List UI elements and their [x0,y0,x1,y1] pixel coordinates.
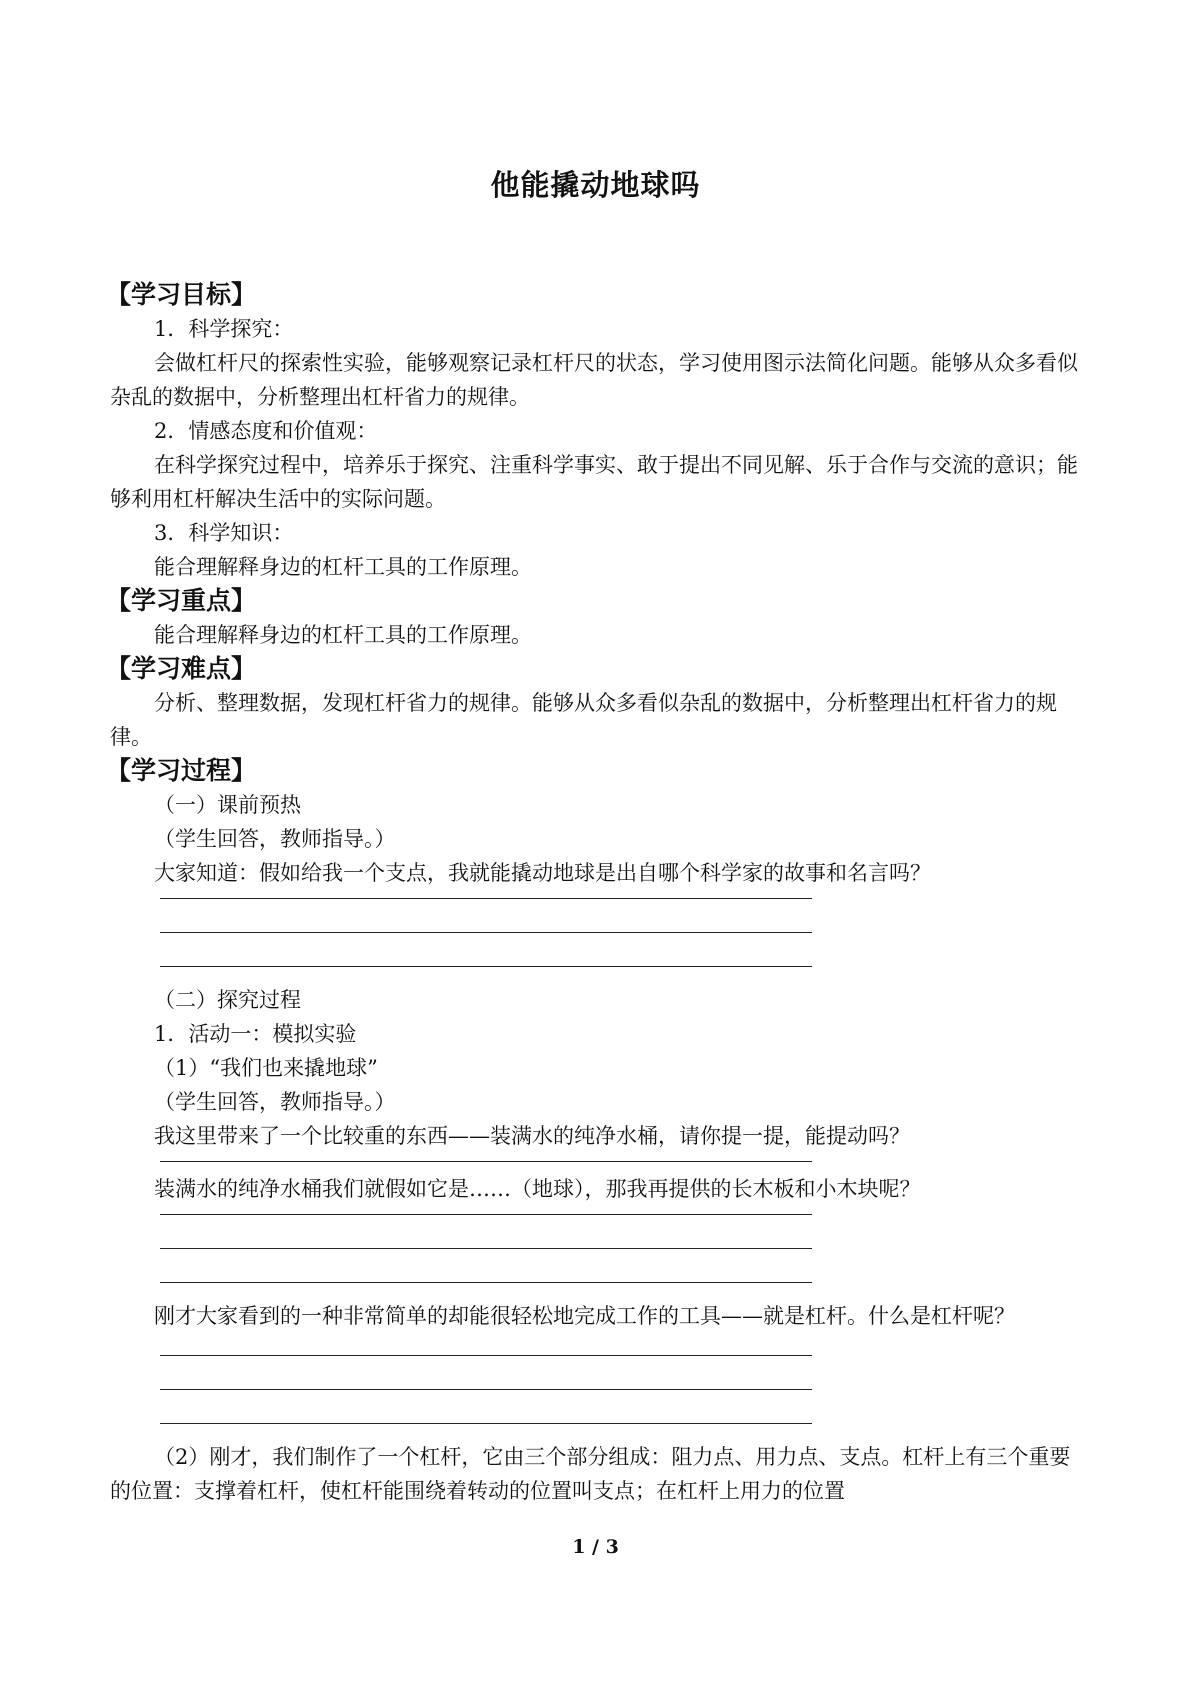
sub-1-note: （学生回答，教师指导。） [154,1090,396,1114]
sub-2-text: （2）刚才，我们制作了一个杠杆，它由三个部分组成：阻力点、用力点、支点。杠杆上有三个重要的位置：支撑着杠杆，使杠杆能围绕着转动的位置叫支点；在杠杆上用力的位置 [110,1445,1071,1503]
objective-2-text: 在科学探究过程中，培养乐于探究、注重科学事实、敢于提出不同见解、乐于合作与交流的意识；能够利用杠杆解决生活中的实际问题。 [110,453,1078,511]
answer-line[interactable] [160,898,812,899]
heading-difficulty: 【学习难点】 [106,654,257,683]
answer-line[interactable] [160,1389,812,1390]
page-number: 1 / 3 [572,1536,619,1558]
part1-note: （学生回答，教师指导。） [154,827,396,851]
answer-line[interactable] [160,1214,812,1215]
answer-line[interactable] [160,1248,812,1249]
question-2: 装满水的纯净水桶我们就假如它是……（地球），那我再提供的长木板和小木块呢？ [154,1177,921,1201]
sub-1-title: （1）“我们也来撬地球” [154,1056,378,1080]
objective-2-label: 2．情感态度和价值观： [154,419,378,443]
answer-lines-q2 [110,1206,1090,1283]
objective-3-text: 能合理解释身边的杠杆工具的工作原理。 [154,555,532,579]
answer-lines-part1 [110,890,1090,967]
objective-1-text: 会做杠杆尺的探索性实验，能够观察记录杠杆尺的状态，学习使用图示法简化问题。能够从众多看似杂乱的数据中，分析整理出杠杆省力的规律。 [110,351,1078,409]
objective-1-label: 1．科学探究： [154,317,294,341]
heading-focus: 【学习重点】 [106,586,257,615]
part1-title: （一）课前预热 [154,793,301,817]
difficulty-text: 分析、整理数据，发现杠杆省力的规律。能够从众多看似杂乱的数据中，分析整理出杠杆省力的规律。 [110,691,1057,749]
part1-question: 大家知道：假如给我一个支点，我就能撬动地球是出自哪个科学家的故事和名言吗？ [154,861,931,885]
answer-line[interactable] [160,932,812,933]
focus-text: 能合理解释身边的杠杆工具的工作原理。 [154,623,532,647]
objective-3-label: 3．科学知识： [154,521,294,545]
question-3: 刚才大家看到的一种非常简单的却能很轻松地完成工作的工具——就是杠杆。什么是杠杆呢？ [154,1304,1015,1328]
answer-lines-q3 [110,1333,1090,1424]
part2-title: （二）探究过程 [154,988,301,1012]
heading-objectives: 【学习目标】 [106,280,257,309]
page-title: 他能撬动地球吗 [490,168,701,202]
answer-line[interactable] [160,1355,812,1356]
activity-1-title: 1．活动一：模拟实验 [154,1022,357,1046]
question-1: 我这里带来了一个比较重的东西——装满水的纯净水桶，请你提一提，能提动吗？ [154,1124,910,1148]
answer-lines-q1 [110,1153,1090,1162]
document-body [106,278,1090,1508]
heading-process: 【学习过程】 [106,756,257,785]
